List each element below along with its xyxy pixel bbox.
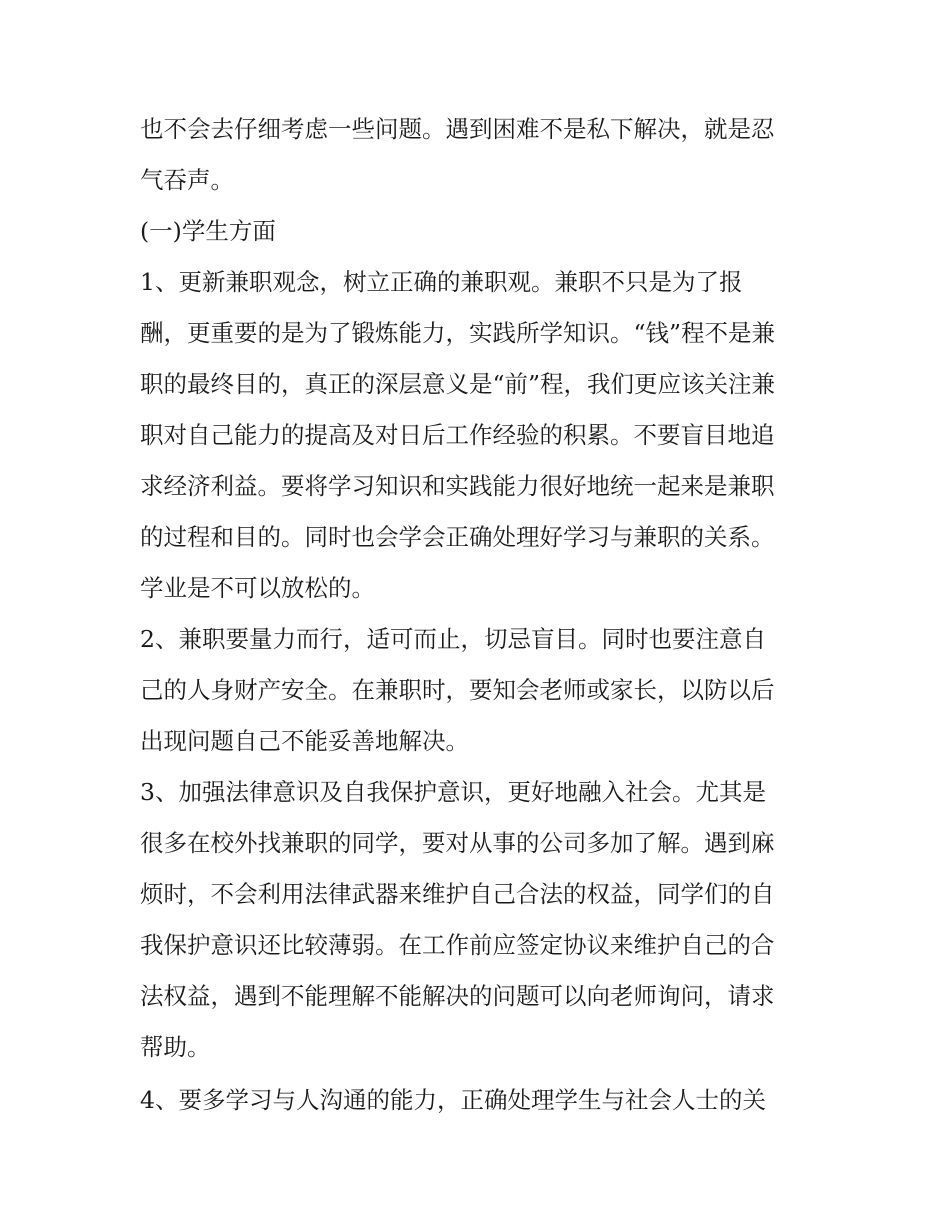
text-line: 很多在校外找兼职的同学，要对从事的公司多加了解。遇到麻 [140, 829, 775, 857]
text-line: 法权益，遇到不能理解不能解决的问题可以向老师询问，请求 [140, 982, 775, 1010]
text-line: 帮助。 [140, 1033, 211, 1061]
document-body [140, 104, 820, 1126]
text-line: 4、要多学习与人沟通的能力，正确处理学生与社会人士的关 [140, 1086, 766, 1114]
text-line: 2、兼职要量力而行，适可而止，切忌盲目。同时也要注意自 [140, 625, 766, 653]
text-line: 职对自己能力的提高及对日后工作经验的积累。不要盲目地追 [140, 421, 775, 449]
text-line: 学业是不可以放松的。 [140, 574, 375, 602]
section-heading: (一)学生方面 [140, 217, 276, 245]
text-line: 职的最终目的，真正的深层意义是“前”程，我们更应该关注兼 [140, 370, 776, 398]
text-line: 1、更新兼职观念，树立正确的兼职观。兼职不只是为了报 [140, 268, 743, 296]
text-line: 己的人身财产安全。在兼职时，要知会老师或家长，以防以后 [140, 676, 775, 704]
text-line: 烦时，不会利用法律武器来维护自己合法的权益，同学们的自 [140, 880, 775, 908]
text-line: 也不会去仔细考虑一些问题。遇到困难不是私下解决，就是忍 [140, 115, 775, 143]
text-line: 求经济利益。要将学习知识和实践能力很好地统一起来是兼职 [140, 472, 775, 500]
text-line: 我保护意识还比较薄弱。在工作前应签定协议来维护自己的合 [140, 931, 775, 959]
text-line: 酬，更重要的是为了锻炼能力，实践所学知识。“钱”程不是兼 [140, 319, 776, 347]
text-line: 气吞声。 [140, 166, 234, 194]
text-line: 出现问题自己不能妥善地解决。 [140, 727, 469, 755]
text-line: 的过程和目的。同时也会学会正确处理好学习与兼职的关系。 [140, 523, 775, 551]
text-line: 3、加强法律意识及自我保护意识，更好地融入社会。尤其是 [140, 778, 766, 806]
